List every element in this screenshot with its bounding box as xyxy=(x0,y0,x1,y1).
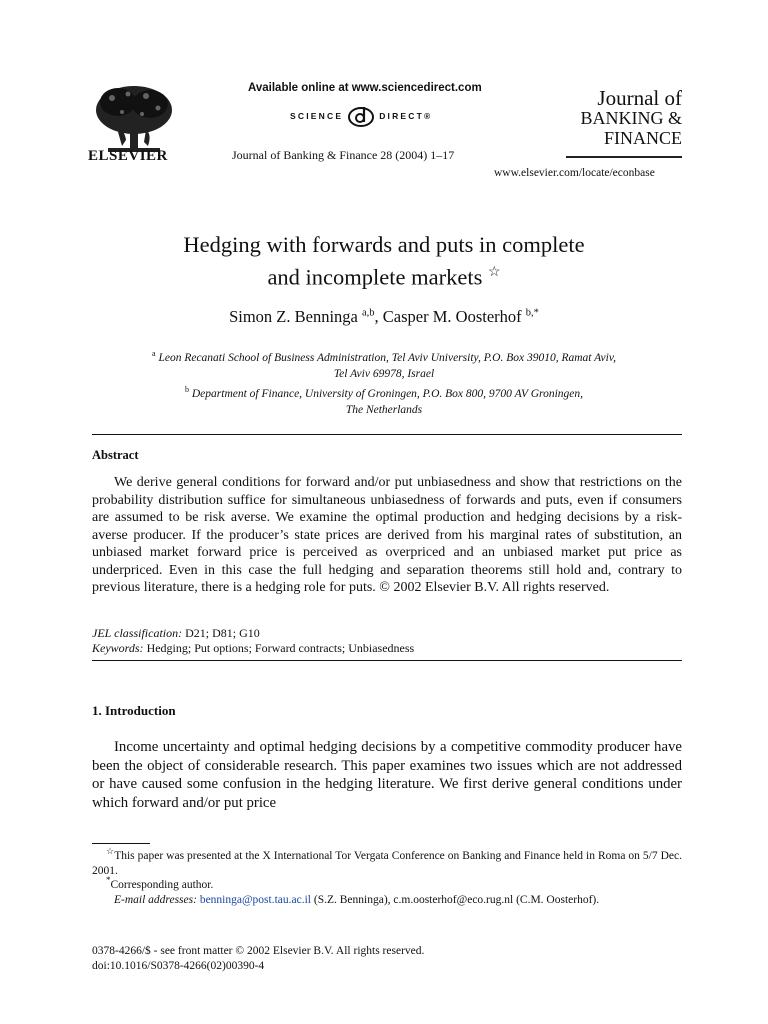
title-footnote-mark[interactable]: ☆ xyxy=(488,265,501,280)
doi-line[interactable]: doi:10.1016/S0378-4266(02)00390-4 xyxy=(92,959,265,972)
journal-logo-line3: FINANCE xyxy=(603,128,682,148)
email-label: E-mail addresses: xyxy=(114,894,197,906)
footnote-1-text: This paper was presented at the X International Tor Vergata Conference on Banking and Finance held in Roma on 5/7 Dec. 2001. xyxy=(92,850,683,877)
footnote-2-mark: * xyxy=(106,875,111,886)
footnote-1-mark: ☆ xyxy=(106,846,115,857)
affil-a-line1: Leon Recanati School of Business Administration, Tel Aviv University, P.O. Box 39010, Ramat Aviv, xyxy=(158,351,616,364)
footnote-1 xyxy=(92,846,683,878)
sciencedirect-left: SCIENCE xyxy=(290,111,344,121)
author-1-affil[interactable]: a,b xyxy=(362,307,375,319)
affil-b-line1: Department of Finance, University of Groningen, P.O. Box 800, 9700 AV Groningen, xyxy=(191,387,583,400)
author-2: Casper M. Oosterhof xyxy=(382,307,522,326)
email-link-benninga[interactable]: benninga@post.tau.ac.il xyxy=(199,894,311,906)
article-title xyxy=(60,231,708,292)
journal-url[interactable]: www.elsevier.com/locate/econbase xyxy=(494,167,655,179)
publisher-name: ELSEVIER xyxy=(88,148,168,164)
keywords-label: Keywords: xyxy=(92,641,144,655)
author-list xyxy=(60,307,708,327)
jel-value: D21; D81; G10 xyxy=(182,626,260,640)
footnote-rule xyxy=(92,843,150,844)
abstract-bottom-rule xyxy=(92,660,682,661)
affil-b-mark: b xyxy=(185,384,189,394)
section-heading: 1. Introduction xyxy=(92,703,176,718)
author-separator: , xyxy=(374,307,383,326)
sciencedirect-right: DIRECT® xyxy=(379,111,433,121)
journal-logo-line1: Journal of xyxy=(597,86,682,110)
affil-a-mark: a xyxy=(152,349,156,358)
author-2-affil[interactable]: b,* xyxy=(525,307,539,319)
journal-logo-rule xyxy=(566,156,682,158)
jel-label: JEL classification: xyxy=(92,626,183,640)
journal-logo xyxy=(566,88,682,148)
affil-b-line2: The Netherlands xyxy=(345,403,423,416)
sciencedirect-logo xyxy=(290,103,433,129)
issn-line: 0378-4266/$ - see front matter © 2002 Elsevier B.V. All rights reserved. xyxy=(92,945,425,957)
email-rest: (S.Z. Benninga), c.m.oosterhof@eco.rug.nl (C.M. Oosterhof). xyxy=(311,894,600,906)
journal-logo-line2: BANKING & xyxy=(580,108,682,128)
abstract-heading: Abstract xyxy=(92,448,139,462)
affil-a-line2: Tel Aviv 69978, Israel xyxy=(333,367,435,380)
keywords xyxy=(92,641,414,656)
footnote-emails xyxy=(92,893,682,908)
keywords-value: Hedging; Put options; Forward contracts; Unbiasedness xyxy=(143,641,415,655)
title-line2: and incomplete markets xyxy=(267,264,483,290)
footnote-2 xyxy=(106,875,214,893)
jel-classification xyxy=(92,626,260,641)
title-line1: Hedging with forwards and puts in complete xyxy=(183,232,585,257)
author-1: Simon Z. Benninga xyxy=(229,307,358,326)
abstract-top-rule xyxy=(92,434,682,435)
footnote-2-text: Corresponding author. xyxy=(110,879,214,891)
sciencedirect-d-icon xyxy=(347,104,375,128)
introduction-paragraph: Income uncertainty and optimal hedging decisions by a competitive commodity producer have been the object of considerable research. This paper examines two issues which are not addressed or have caused some confusion in the hedging literature. We first derive general conditions under which forward and/or put price xyxy=(92,739,682,811)
affiliations xyxy=(86,346,682,418)
available-online-text: Available online at www.sciencedirect.com xyxy=(248,82,482,94)
abstract-text: We derive general conditions for forward and/or put unbiasedness and show that restrictions on the probability distribution suffice for simultaneous unbiasedness of forwards and puts, even if consumers are assumed to be risk averse. We examine the optimal production and hedging decisions by a risk-averse producer. If the producer’s state prices are derived from his marginal rates of substitution, an unbiased market forward price is perceived as overpriced and an unbiased market put price as underpriced. Even in this case the full hedging and separation theorems still hold and, contrary to previous literature, there is a hedging role for puts. © 2002 Elsevier B.V. All rights reserved. xyxy=(92,475,682,595)
journal-citation: Journal of Banking & Finance 28 (2004) 1–17 xyxy=(232,148,455,162)
issn-doi-block xyxy=(92,944,424,973)
